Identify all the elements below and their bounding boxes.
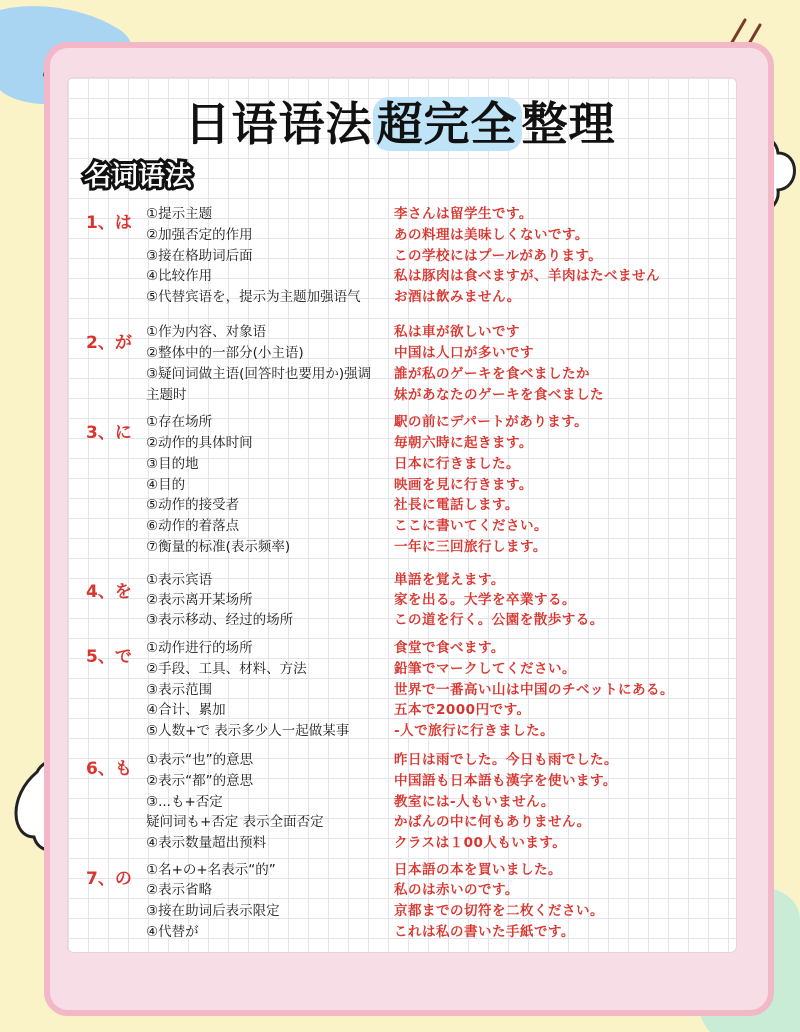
usage-description: ①提示主题 bbox=[146, 206, 213, 222]
usage-description: ⑥动作的着落点 bbox=[146, 518, 240, 534]
section-number: 6、も bbox=[86, 759, 132, 779]
usage-description: ②表示省略 bbox=[146, 882, 213, 898]
usage-description: ④代替が bbox=[146, 924, 199, 940]
usage-description: ①作为内容、对象语 bbox=[146, 324, 267, 340]
usage-description: ②表示“都”的意思 bbox=[146, 773, 254, 789]
example-sentence: お酒は飲みません。 bbox=[394, 289, 521, 305]
example-sentence: 単語を覚えます。 bbox=[394, 572, 505, 588]
example-sentence: -人で旅行に行きました。 bbox=[394, 723, 555, 739]
section-number: 4、を bbox=[86, 582, 132, 602]
example-sentence: 誰が私のゲーキを食べましたか bbox=[394, 366, 590, 382]
example-sentence: 毎朝六時に起きます。 bbox=[394, 435, 533, 451]
example-sentence: 世界で一番高い山は中国のチベットにある。 bbox=[394, 682, 674, 698]
example-sentence: この学校にはプールがあります。 bbox=[394, 248, 603, 264]
usage-description: ③...も+否定 bbox=[146, 794, 223, 810]
example-sentence: 私は車が欲しいです bbox=[394, 324, 520, 340]
usage-description: ②加强否定的作用 bbox=[146, 227, 253, 243]
example-sentence: 昨日は雨でした。今日も雨でした。 bbox=[394, 752, 618, 768]
example-sentence: 中国は人口が多いです bbox=[394, 345, 534, 361]
page-title bbox=[0, 88, 800, 154]
example-sentence: 私のは赤いのです。 bbox=[394, 882, 519, 898]
example-sentence: 五本で2000円です。 bbox=[394, 702, 531, 718]
usage-description: 主题时 bbox=[146, 387, 187, 403]
example-sentence: ここに書いてください。 bbox=[394, 518, 548, 534]
usage-description: ①动作进行的场所 bbox=[146, 640, 253, 656]
example-sentence: 妹があなたのゲーキを食べました bbox=[394, 387, 604, 403]
title-part-1: 日语语法 bbox=[184, 97, 373, 151]
example-sentence: 日本に行きました。 bbox=[394, 456, 520, 472]
usage-description: ②动作的具体时间 bbox=[146, 435, 253, 451]
usage-description: 疑问词も+否定 表示全面否定 bbox=[146, 814, 324, 830]
section-number: 7、の bbox=[86, 869, 132, 889]
example-sentence: 教室には-人もいません。 bbox=[394, 794, 555, 810]
title-highlight: 超完全 bbox=[373, 97, 522, 151]
usage-description: ③表示范围 bbox=[146, 682, 213, 698]
section-number: 3、に bbox=[86, 423, 132, 443]
example-sentence: あの料理は美味しくないです。 bbox=[394, 227, 589, 243]
example-sentence: この道を行く。公園を散歩する。 bbox=[394, 612, 604, 628]
example-sentence: 鉛筆でマークしてください。 bbox=[394, 661, 576, 677]
usage-description: ③疑问词做主语(回答时也要用か)强调 bbox=[146, 366, 372, 382]
usage-description: ①表示“也”的意思 bbox=[146, 752, 254, 768]
section-number: 5、で bbox=[86, 647, 132, 667]
example-sentence: 食堂で食べます。 bbox=[394, 640, 505, 656]
usage-description: ②手段、工具、材料、方法 bbox=[146, 661, 307, 677]
example-sentence: 一年に三回旅行します。 bbox=[394, 539, 547, 555]
example-sentence: 駅の前にデパートがあります。 bbox=[394, 414, 589, 430]
usage-description: ⑤人数+で 表示多少人一起做某事 bbox=[146, 723, 350, 739]
example-sentence: 日本語の本を買いました。 bbox=[394, 862, 562, 878]
example-sentence: 中国語も日本語も漢字を使います。 bbox=[394, 773, 617, 789]
section-subtitle: 名词语法 bbox=[84, 161, 192, 192]
example-sentence: 家を出る。大学を卒業する。 bbox=[394, 592, 576, 608]
usage-description: ④比较作用 bbox=[146, 268, 213, 284]
example-sentence: クラスは１00人もいます。 bbox=[394, 835, 567, 851]
usage-description: ②整体中的一部分(小主语) bbox=[146, 345, 304, 361]
usage-description: ③表示移动、经过的场所 bbox=[146, 612, 294, 628]
usage-description: ③目的地 bbox=[146, 456, 199, 472]
usage-description: ⑦衡量的标准(表示频率) bbox=[146, 539, 291, 555]
example-sentence: 李さんは留学生です。 bbox=[394, 206, 533, 222]
section-number: 2、が bbox=[86, 333, 132, 353]
usage-description: ③接在格助词后面 bbox=[146, 248, 253, 264]
example-sentence: 私は豚肉は食べますが、羊肉はたべません bbox=[394, 268, 660, 284]
usage-description: ①名+の+名表示“的” bbox=[146, 862, 276, 878]
usage-description: ①存在场所 bbox=[146, 414, 213, 430]
usage-description: ⑤动作的接受者 bbox=[146, 497, 240, 513]
example-sentence: 京都までの切符を二枚ください。 bbox=[394, 903, 604, 919]
usage-description: ①表示宾语 bbox=[146, 572, 213, 588]
section-number: 1、は bbox=[86, 213, 132, 233]
usage-description: ④合计、累加 bbox=[146, 702, 226, 718]
title-part-3: 整理 bbox=[521, 97, 616, 151]
example-sentence: かばんの中に何もありません。 bbox=[394, 814, 591, 830]
example-sentence: 社長に電話します。 bbox=[394, 497, 519, 513]
usage-description: ④表示数量超出预料 bbox=[146, 835, 267, 851]
usage-description: ⑤代替宾语を，提示为主题加强语气 bbox=[146, 289, 361, 305]
usage-description: ②表示离开某场所 bbox=[146, 592, 253, 608]
usage-description: ③接在助词后表示限定 bbox=[146, 903, 280, 919]
example-sentence: 映画を見に行きます。 bbox=[394, 477, 533, 493]
usage-description: ④目的 bbox=[146, 477, 186, 493]
example-sentence: これは私の書いた手紙です。 bbox=[394, 924, 575, 940]
